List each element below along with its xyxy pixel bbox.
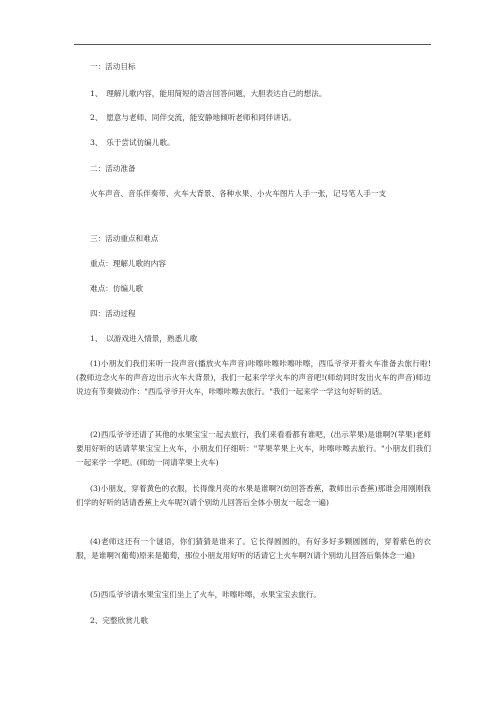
goal-item-1: 1、 理解儿歌内容，能用简短的语言回答问题，大胆表达自己的想法。 [90,89,327,98]
process-paragraph-2: (2)西瓜爷爷还请了其他的水果宝宝一起去旅行，我们来看看都有谁吧，(出示苹果)是谁啊?(苹果)老师要用好听的话请苹果宝宝上火车，小朋友们仔细听："苹果苹果上火车，咔嚓咔嚓去旅行。"小朋友们我们一起来学一学吧。(师幼一同请苹果上火车) [76,430,431,467]
section-heading-goals: 一：活动目标 [90,62,136,71]
process-paragraph-1: (1)小朋友们我们来听一段声音(播放火车声音)咔嚓咔嚓咔嚓咔嚓，西瓜爷爷开着火车准备去旅行啦!(教师边念火车的声音边出示火车大背景)，我们一起来学学火车的声音吧!(师幼同时发出火车的声音)师边说边有节奏做动作："西瓜爷爷开火车，咔嚓咔嚓去旅行。"我们一起来学一学这句好听的话。 [76,359,431,396]
process-paragraph-3: (3)小朋友，穿着黄色的衣服，长得像月亮的水果是谁啊?(幼回答香蕉，教师出示香蕉)那谁会用刚刚我们学的好听的话请香蕉上火车呢?(请个别幼儿回答后全体小朋友一起念一遍) [76,484,431,507]
process-step-1: 1、 以游戏进入情景，熟悉儿歌 [90,334,198,343]
difficulty-text: 难点：仿编儿歌 [90,284,144,293]
header-rule [74,44,431,45]
process-paragraph-5: (5)西瓜爷爷请水果宝宝们坐上了火车，咔嚓咔嚓，水果宝宝去旅行。 [90,590,321,599]
preparation-text: 火车声音、音乐伴奏带、火车大背景、各种水果、小火车图片人手一张，记号笔人手一支 [90,189,387,198]
process-paragraph-4: (4)老师这还有一个谜语，你们猜猜是谁来了。它长得圆圆的，有好多好多颗圆圆的，穿着紫色的衣服，是谁啊?(葡萄)原来是葡萄，那位小朋友用好听的话请它上火车啊?(请个别幼儿回答后集体念一遍) [76,537,431,560]
section-heading-process: 四：活动过程 [90,309,136,318]
key-point-text: 重点：理解儿歌的内容 [90,259,166,268]
goal-item-2: 2、 愿意与老师、同伴交流，能安静地倾听老师和同伴讲话。 [90,113,297,122]
section-heading-preparation: 二：活动准备 [90,164,136,173]
goal-item-3: 3、 乐于尝试仿编儿歌。 [90,138,175,147]
process-step-2: 2、完整欣赏儿歌 [90,616,148,625]
section-heading-key-points: 三：活动重点和难点 [90,234,159,243]
